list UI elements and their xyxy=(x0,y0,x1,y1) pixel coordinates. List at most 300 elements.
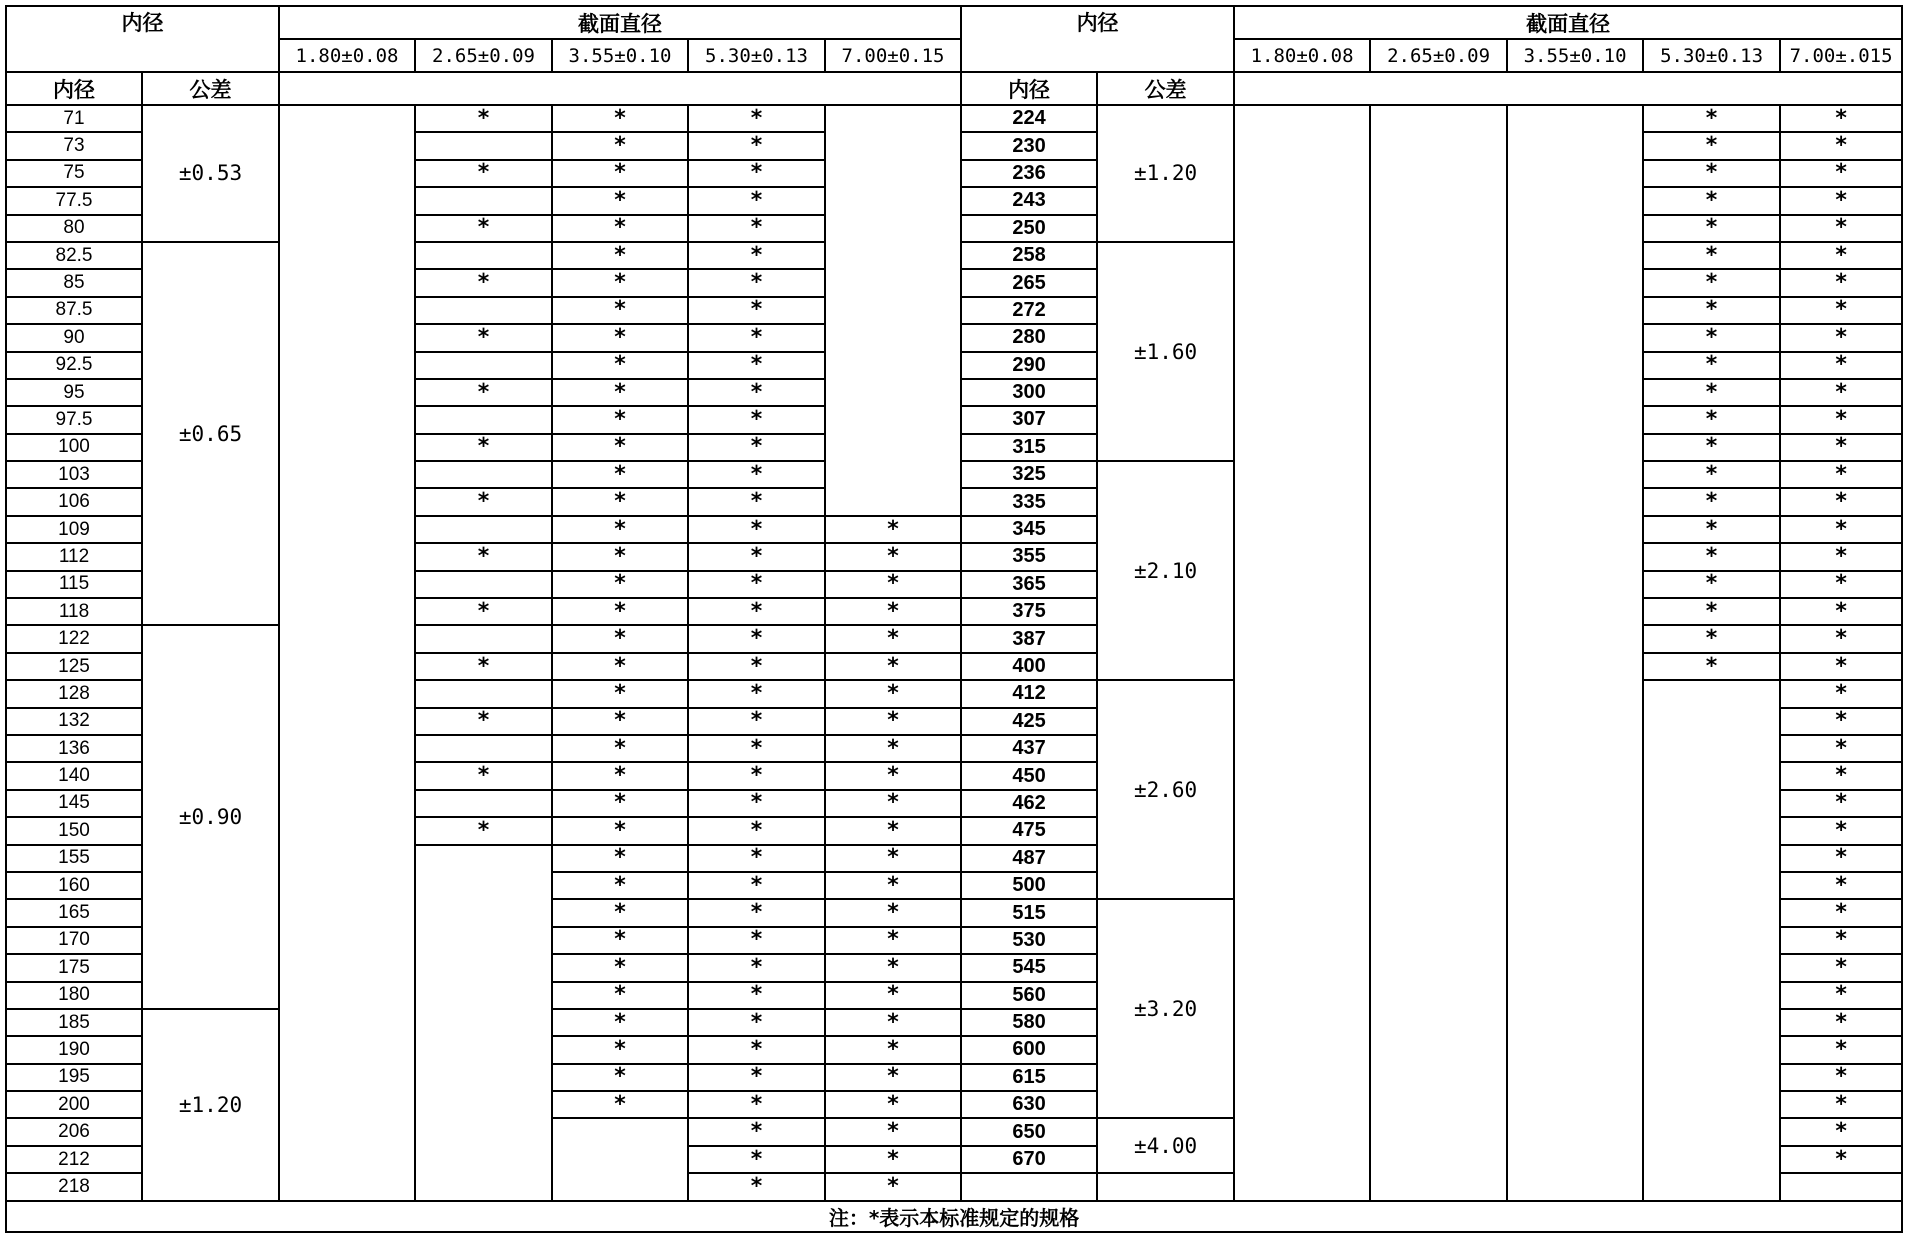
spec-header-left: 7.00±0.15 xyxy=(825,39,961,72)
inner-diameter-cell: 450 xyxy=(961,762,1097,789)
mark-cell: * xyxy=(552,653,688,680)
mark-cell: * xyxy=(688,708,825,735)
mark-cell: * xyxy=(688,872,825,899)
mark-cell: * xyxy=(1643,571,1780,598)
mark-cell-empty xyxy=(415,735,552,762)
mark-cell: * xyxy=(1780,187,1902,214)
mark-cell: * xyxy=(825,1173,961,1200)
mark-cell: * xyxy=(688,132,825,159)
mark-cell: * xyxy=(825,543,961,570)
mark-cell: * xyxy=(1780,461,1902,488)
mark-cell: * xyxy=(688,242,825,269)
inner-diameter-cell: 140 xyxy=(6,762,142,789)
inner-diameter-cell: 230 xyxy=(961,132,1097,159)
inner-diameter-cell: 170 xyxy=(6,927,142,954)
inner-diameter-cell: 125 xyxy=(6,653,142,680)
inner-diameter-cell: 437 xyxy=(961,735,1097,762)
mark-cell: * xyxy=(1780,598,1902,625)
subheader-inner-diameter-right: 内径 xyxy=(961,72,1097,105)
inner-diameter-cell: 190 xyxy=(6,1036,142,1063)
mark-cell: * xyxy=(552,543,688,570)
mark-cell: * xyxy=(1780,297,1902,324)
mark-cell: * xyxy=(552,406,688,433)
mark-cell-empty xyxy=(415,242,552,269)
tolerance-cell: ±2.10 xyxy=(1097,461,1234,680)
mark-cell: * xyxy=(825,516,961,543)
mark-cell: * xyxy=(825,762,961,789)
mark-cell: * xyxy=(1643,543,1780,570)
mark-cell-empty xyxy=(415,516,552,543)
blank-column-span xyxy=(1507,105,1643,1201)
mark-cell: * xyxy=(688,215,825,242)
mark-cell: * xyxy=(552,899,688,926)
mark-cell-empty xyxy=(415,297,552,324)
mark-cell: * xyxy=(552,817,688,844)
mark-cell: * xyxy=(552,708,688,735)
tolerance-cell: ±4.00 xyxy=(1097,1118,1234,1173)
mark-cell-empty xyxy=(415,352,552,379)
inner-diameter-cell: 122 xyxy=(6,625,142,652)
inner-diameter-cell: 128 xyxy=(6,680,142,707)
spec-header-right: 5.30±0.13 xyxy=(1643,39,1780,72)
inner-diameter-cell: 150 xyxy=(6,817,142,844)
inner-diameter-cell: 650 xyxy=(961,1118,1097,1145)
tolerance-cell: ±2.60 xyxy=(1097,680,1234,899)
mark-cell-empty xyxy=(1780,1173,1902,1200)
mark-cell: * xyxy=(688,845,825,872)
mark-cell: * xyxy=(552,434,688,461)
inner-diameter-cell: 132 xyxy=(6,708,142,735)
subheader-tolerance-right: 公差 xyxy=(1097,72,1234,105)
mark-cell: * xyxy=(1780,488,1902,515)
spec-header-left: 2.65±0.09 xyxy=(415,39,552,72)
mark-cell: * xyxy=(688,187,825,214)
mark-cell: * xyxy=(552,215,688,242)
blank-column-span xyxy=(1234,105,1370,1201)
inner-diameter-cell: 475 xyxy=(961,817,1097,844)
inner-diameter-cell: 412 xyxy=(961,680,1097,707)
mark-cell: * xyxy=(552,269,688,296)
inner-diameter-cell: 307 xyxy=(961,406,1097,433)
mark-cell: * xyxy=(825,598,961,625)
inner-diameter-cell: 100 xyxy=(6,434,142,461)
mark-cell: * xyxy=(1780,982,1902,1009)
inner-diameter-cell: 175 xyxy=(6,954,142,981)
mark-cell: * xyxy=(688,406,825,433)
spec-header-right: 7.00±.015 xyxy=(1780,39,1902,72)
mark-cell: * xyxy=(552,461,688,488)
mark-cell: * xyxy=(415,105,552,132)
mark-cell: * xyxy=(1643,160,1780,187)
mark-cell: * xyxy=(1780,105,1902,132)
mark-cell: * xyxy=(825,1036,961,1063)
mark-cell: * xyxy=(552,160,688,187)
mark-cell-empty xyxy=(415,680,552,707)
inner-diameter-cell: 615 xyxy=(961,1064,1097,1091)
inner-diameter-cell: 180 xyxy=(6,982,142,1009)
mark-cell: * xyxy=(1780,653,1902,680)
header-section-diameter-right: 截面直径 xyxy=(1234,6,1902,39)
mark-cell: * xyxy=(1780,625,1902,652)
mark-cell: * xyxy=(415,653,552,680)
header-inner-diameter-right: 内径 xyxy=(961,6,1234,72)
tolerance-cell xyxy=(1097,1173,1234,1200)
subheader-blank-right xyxy=(1234,72,1902,105)
mark-cell: * xyxy=(552,954,688,981)
mark-cell: * xyxy=(1643,625,1780,652)
mark-cell: * xyxy=(552,324,688,351)
inner-diameter-cell: 425 xyxy=(961,708,1097,735)
inner-diameter-cell: 80 xyxy=(6,215,142,242)
mark-cell: * xyxy=(552,105,688,132)
inner-diameter-cell: 118 xyxy=(6,598,142,625)
inner-diameter-cell: 345 xyxy=(961,516,1097,543)
mark-cell: * xyxy=(688,379,825,406)
mark-cell: * xyxy=(688,543,825,570)
mark-cell: * xyxy=(1780,324,1902,351)
mark-cell: * xyxy=(688,1146,825,1173)
inner-diameter-cell: 112 xyxy=(6,543,142,570)
mark-cell: * xyxy=(1643,297,1780,324)
inner-diameter-cell: 290 xyxy=(961,352,1097,379)
inner-diameter-cell: 258 xyxy=(961,242,1097,269)
inner-diameter-cell: 77.5 xyxy=(6,187,142,214)
inner-diameter-cell: 265 xyxy=(961,269,1097,296)
spec-header-right: 2.65±0.09 xyxy=(1370,39,1507,72)
spec-header-right: 1.80±0.08 xyxy=(1234,39,1370,72)
mark-cell: * xyxy=(1780,132,1902,159)
mark-cell: * xyxy=(688,516,825,543)
mark-cell: * xyxy=(552,845,688,872)
tolerance-cell: ±1.60 xyxy=(1097,242,1234,461)
mark-cell: * xyxy=(688,488,825,515)
mark-cell: * xyxy=(688,1036,825,1063)
inner-diameter-cell: 280 xyxy=(961,324,1097,351)
mark-cell: * xyxy=(688,899,825,926)
mark-cell: * xyxy=(552,625,688,652)
mark-cell: * xyxy=(552,1091,688,1118)
mark-cell: * xyxy=(688,790,825,817)
inner-diameter-cell: 85 xyxy=(6,269,142,296)
inner-diameter-cell: 670 xyxy=(961,1146,1097,1173)
inner-diameter-cell: 325 xyxy=(961,461,1097,488)
mark-cell: * xyxy=(825,571,961,598)
mark-cell: * xyxy=(1780,269,1902,296)
inner-diameter-cell: 87.5 xyxy=(6,297,142,324)
mark-cell: * xyxy=(1643,269,1780,296)
inner-diameter-cell: 103 xyxy=(6,461,142,488)
inner-diameter-cell: 530 xyxy=(961,927,1097,954)
blank-column-span xyxy=(825,105,961,516)
inner-diameter-cell: 185 xyxy=(6,1009,142,1036)
mark-cell: * xyxy=(688,1009,825,1036)
mark-cell: * xyxy=(552,571,688,598)
mark-cell: * xyxy=(1643,352,1780,379)
mark-cell: * xyxy=(688,954,825,981)
mark-cell: * xyxy=(1780,434,1902,461)
mark-cell: * xyxy=(688,297,825,324)
mark-cell: * xyxy=(1643,132,1780,159)
mark-cell: * xyxy=(1780,708,1902,735)
mark-cell: * xyxy=(688,571,825,598)
mark-cell: * xyxy=(1643,324,1780,351)
inner-diameter-cell: 243 xyxy=(961,187,1097,214)
mark-cell-empty xyxy=(415,132,552,159)
mark-cell: * xyxy=(825,680,961,707)
inner-diameter-cell: 115 xyxy=(6,571,142,598)
mark-cell: * xyxy=(415,379,552,406)
mark-cell: * xyxy=(552,516,688,543)
inner-diameter-cell: 300 xyxy=(961,379,1097,406)
mark-cell: * xyxy=(415,160,552,187)
mark-cell: * xyxy=(825,735,961,762)
mark-cell: * xyxy=(688,653,825,680)
mark-cell: * xyxy=(552,982,688,1009)
inner-diameter-cell: 155 xyxy=(6,845,142,872)
mark-cell: * xyxy=(1643,242,1780,269)
mark-cell: * xyxy=(552,297,688,324)
mark-cell: * xyxy=(688,762,825,789)
mark-cell: * xyxy=(1780,1118,1902,1145)
mark-cell: * xyxy=(1780,1064,1902,1091)
mark-cell: * xyxy=(1780,1036,1902,1063)
mark-cell: * xyxy=(415,817,552,844)
mark-cell: * xyxy=(688,625,825,652)
mark-cell: * xyxy=(825,927,961,954)
inner-diameter-cell: 335 xyxy=(961,488,1097,515)
mark-cell: * xyxy=(1643,516,1780,543)
mark-cell: * xyxy=(552,680,688,707)
inner-diameter-cell: 487 xyxy=(961,845,1097,872)
mark-cell: * xyxy=(825,954,961,981)
mark-cell: * xyxy=(1780,790,1902,817)
tolerance-cell: ±0.53 xyxy=(142,105,279,242)
mark-cell: * xyxy=(1643,215,1780,242)
inner-diameter-cell: 200 xyxy=(6,1091,142,1118)
mark-cell: * xyxy=(552,872,688,899)
mark-cell-empty xyxy=(415,187,552,214)
mark-cell: * xyxy=(415,215,552,242)
mark-cell: * xyxy=(552,927,688,954)
mark-cell: * xyxy=(688,160,825,187)
inner-diameter-cell: 250 xyxy=(961,215,1097,242)
mark-cell: * xyxy=(1780,516,1902,543)
mark-cell: * xyxy=(1780,1146,1902,1173)
mark-cell: * xyxy=(1780,872,1902,899)
mark-cell: * xyxy=(688,1118,825,1145)
mark-cell: * xyxy=(825,1091,961,1118)
inner-diameter-cell: 400 xyxy=(961,653,1097,680)
subheader-inner-diameter-left: 内径 xyxy=(6,72,142,105)
header-section-diameter-left: 截面直径 xyxy=(279,6,961,39)
mark-cell: * xyxy=(825,982,961,1009)
o-ring-size-table xyxy=(5,5,1903,1233)
inner-diameter-cell: 236 xyxy=(961,160,1097,187)
mark-cell: * xyxy=(688,982,825,1009)
inner-diameter-cell: 224 xyxy=(961,105,1097,132)
inner-diameter-cell: 82.5 xyxy=(6,242,142,269)
mark-cell: * xyxy=(415,324,552,351)
tolerance-cell: ±1.20 xyxy=(142,1009,279,1201)
mark-cell: * xyxy=(552,352,688,379)
inner-diameter-cell: 365 xyxy=(961,571,1097,598)
mark-cell: * xyxy=(688,1064,825,1091)
inner-diameter-cell: 75 xyxy=(6,160,142,187)
table-row xyxy=(6,105,1902,132)
mark-cell: * xyxy=(825,817,961,844)
mark-cell: * xyxy=(825,1064,961,1091)
inner-diameter-cell: 195 xyxy=(6,1064,142,1091)
mark-cell: * xyxy=(552,132,688,159)
mark-cell: * xyxy=(688,1173,825,1200)
mark-cell: * xyxy=(825,1146,961,1173)
mark-cell: * xyxy=(688,461,825,488)
mark-cell-empty xyxy=(415,790,552,817)
subheader-blank-left xyxy=(279,72,961,105)
mark-cell: * xyxy=(415,598,552,625)
blank-column-span xyxy=(415,845,552,1201)
mark-cell: * xyxy=(1643,406,1780,433)
mark-cell: * xyxy=(825,872,961,899)
inner-diameter-cell: 160 xyxy=(6,872,142,899)
mark-cell: * xyxy=(552,762,688,789)
mark-cell: * xyxy=(688,1091,825,1118)
blank-column-span xyxy=(279,105,415,1201)
mark-cell: * xyxy=(1780,1091,1902,1118)
mark-cell: * xyxy=(415,762,552,789)
inner-diameter-cell: 560 xyxy=(961,982,1097,1009)
mark-cell: * xyxy=(1643,461,1780,488)
inner-diameter-cell: 218 xyxy=(6,1173,142,1200)
mark-cell: * xyxy=(825,1118,961,1145)
inner-diameter-cell: 97.5 xyxy=(6,406,142,433)
mark-cell: * xyxy=(415,434,552,461)
mark-cell: * xyxy=(1643,488,1780,515)
mark-cell: * xyxy=(688,269,825,296)
inner-diameter-cell: 580 xyxy=(961,1009,1097,1036)
mark-cell: * xyxy=(1643,434,1780,461)
inner-diameter-cell: 73 xyxy=(6,132,142,159)
inner-diameter-cell: 95 xyxy=(6,379,142,406)
inner-diameter-cell: 165 xyxy=(6,899,142,926)
mark-cell: * xyxy=(552,187,688,214)
mark-cell-empty xyxy=(415,461,552,488)
mark-cell: * xyxy=(825,708,961,735)
mark-cell: * xyxy=(552,1036,688,1063)
inner-diameter-cell: 136 xyxy=(6,735,142,762)
tolerance-cell: ±1.20 xyxy=(1097,105,1234,242)
inner-diameter-cell: 106 xyxy=(6,488,142,515)
inner-diameter-cell: 375 xyxy=(961,598,1097,625)
mark-cell: * xyxy=(552,1009,688,1036)
mark-cell: * xyxy=(688,735,825,762)
mark-cell-empty xyxy=(415,406,552,433)
inner-diameter-cell: 500 xyxy=(961,872,1097,899)
mark-cell: * xyxy=(1780,160,1902,187)
mark-cell: * xyxy=(1780,927,1902,954)
inner-diameter-cell: 515 xyxy=(961,899,1097,926)
inner-diameter-cell: 272 xyxy=(961,297,1097,324)
inner-diameter-cell: 355 xyxy=(961,543,1097,570)
mark-cell-empty xyxy=(415,571,552,598)
mark-cell: * xyxy=(1780,379,1902,406)
mark-cell: * xyxy=(415,488,552,515)
mark-cell: * xyxy=(688,434,825,461)
inner-diameter-cell: 92.5 xyxy=(6,352,142,379)
subheader-tolerance-left: 公差 xyxy=(142,72,279,105)
mark-cell: * xyxy=(1780,762,1902,789)
mark-cell: * xyxy=(688,352,825,379)
table-note: 注：*表示本标准规定的规格 xyxy=(6,1201,1902,1232)
mark-cell: * xyxy=(688,680,825,707)
mark-cell: * xyxy=(1780,1009,1902,1036)
mark-cell: * xyxy=(1780,215,1902,242)
mark-cell: * xyxy=(1780,680,1902,707)
inner-diameter-cell: 145 xyxy=(6,790,142,817)
spec-header-left: 5.30±0.13 xyxy=(688,39,825,72)
mark-cell: * xyxy=(415,269,552,296)
inner-diameter-cell: 387 xyxy=(961,625,1097,652)
mark-cell: * xyxy=(825,899,961,926)
mark-cell: * xyxy=(1780,817,1902,844)
mark-cell: * xyxy=(1780,543,1902,570)
mark-cell: * xyxy=(1643,598,1780,625)
mark-cell: * xyxy=(1780,352,1902,379)
inner-diameter-cell: 212 xyxy=(6,1146,142,1173)
table-body xyxy=(6,105,1902,1201)
mark-cell: * xyxy=(688,927,825,954)
mark-cell: * xyxy=(688,817,825,844)
mark-cell: * xyxy=(825,790,961,817)
tolerance-cell: ±3.20 xyxy=(1097,899,1234,1118)
mark-cell: * xyxy=(415,708,552,735)
inner-diameter-cell: 630 xyxy=(961,1091,1097,1118)
inner-diameter-cell: 315 xyxy=(961,434,1097,461)
spec-table-sheet xyxy=(5,5,1899,1231)
mark-cell: * xyxy=(825,845,961,872)
mark-cell: * xyxy=(688,105,825,132)
mark-cell: * xyxy=(552,242,688,269)
inner-diameter-cell xyxy=(961,1173,1097,1200)
mark-cell: * xyxy=(552,790,688,817)
mark-cell: * xyxy=(825,1009,961,1036)
mark-cell: * xyxy=(552,488,688,515)
mark-cell-empty xyxy=(415,625,552,652)
inner-diameter-cell: 545 xyxy=(961,954,1097,981)
mark-cell: * xyxy=(1643,105,1780,132)
mark-cell: * xyxy=(1780,735,1902,762)
blank-column-span xyxy=(1370,105,1507,1201)
tolerance-cell: ±0.65 xyxy=(142,242,279,625)
inner-diameter-cell: 206 xyxy=(6,1118,142,1145)
spec-header-right: 3.55±0.10 xyxy=(1507,39,1643,72)
mark-cell: * xyxy=(552,379,688,406)
inner-diameter-cell: 109 xyxy=(6,516,142,543)
mark-cell: * xyxy=(1643,653,1780,680)
mark-cell: * xyxy=(552,598,688,625)
inner-diameter-cell: 90 xyxy=(6,324,142,351)
mark-cell: * xyxy=(1780,406,1902,433)
header-inner-diameter-left: 内径 xyxy=(6,6,279,72)
mark-cell: * xyxy=(1780,242,1902,269)
mark-cell: * xyxy=(1780,571,1902,598)
spec-header-left: 1.80±0.08 xyxy=(279,39,415,72)
mark-cell: * xyxy=(415,543,552,570)
mark-cell: * xyxy=(825,625,961,652)
mark-cell: * xyxy=(1780,954,1902,981)
tolerance-cell: ±0.90 xyxy=(142,625,279,1008)
blank-column-span xyxy=(1643,680,1780,1200)
